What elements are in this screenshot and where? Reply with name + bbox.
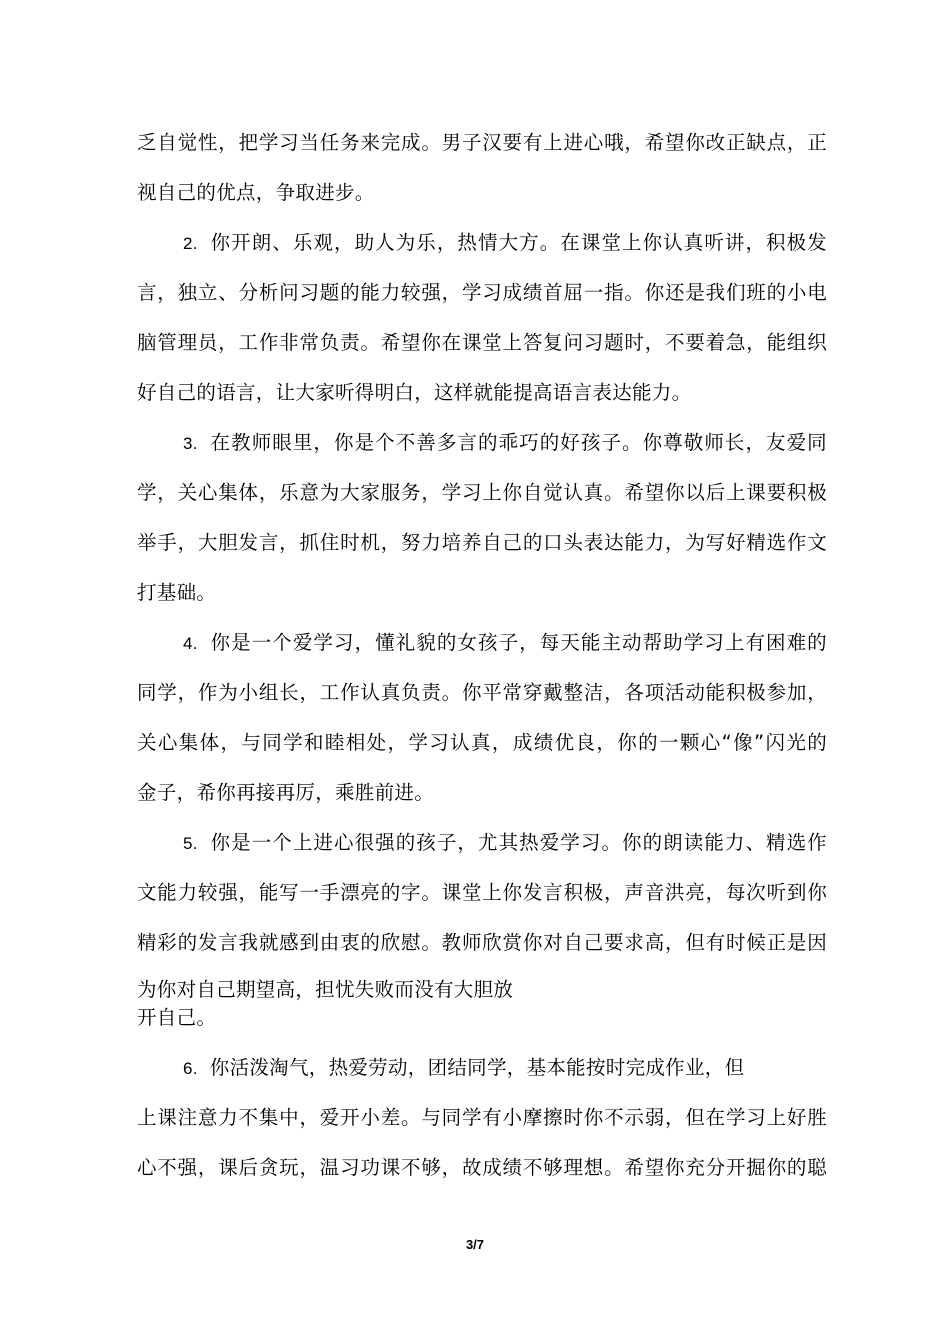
line-text: 精彩的发言我就感到由衷的欣慰。教师欣赏你对自己要求高，但有时候正是因	[137, 931, 827, 954]
text-line	[137, 330, 827, 356]
line-text: 同学，作为小组长，工作认真负责。你平常穿戴整洁，各项活动能积极参加，	[137, 681, 827, 704]
text-line	[137, 977, 827, 1003]
text-line	[183, 430, 827, 457]
line-text: 学，关心集体，乐意为大家服务，学习上你自觉认真。希望你以后上课要积极	[137, 481, 827, 504]
line-text: 你是一个上进心很强的孩子，尤其热爱学习。你的朗读能力、精选作	[209, 831, 827, 854]
text-line	[137, 380, 827, 406]
text-line	[183, 1055, 827, 1082]
text-line	[137, 930, 827, 956]
text-line	[137, 780, 827, 806]
line-text: 你活泼淘气，热爱劳动，团结同学，基本能按时完成作业，但	[209, 1056, 745, 1079]
line-text: 金子，希你再接再厉，乘胜前进。	[137, 781, 435, 804]
text-line	[137, 1105, 827, 1131]
text-line	[137, 130, 827, 156]
line-text: 视自己的优点，争取进步。	[137, 181, 375, 204]
text-line	[137, 580, 827, 606]
line-text: 言，独立、分析问习题的能力较强，学习成绩首屈一指。你还是我们班的小电	[137, 281, 827, 304]
line-text: 你是一个爱学习，懂礼貌的女孩子，每天能主动帮助学习上有困难的	[209, 631, 827, 654]
text-line	[137, 680, 827, 706]
text-line	[137, 180, 827, 206]
line-text: 你开朗、乐观，助人为乐，热情大方。在课堂上你认真听讲，积极发	[209, 231, 827, 254]
item-number: 3.	[183, 434, 198, 453]
line-text: 上课注意力不集中，爱开小差。与同学有小摩擦时你不示弱，但在学习上好胜	[137, 1106, 827, 1129]
text-line	[183, 830, 827, 857]
line-text: 关心集体，与同学和睦相处，学习认真，成绩优良，你的一颗心“像”闪光的	[137, 731, 827, 754]
text-line	[183, 630, 827, 657]
line-text: 在教师眼里，你是个不善多言的乖巧的好孩子。你尊敬师长，友爱同	[209, 431, 827, 454]
text-line	[137, 1005, 827, 1031]
line-text: 打基础。	[137, 581, 217, 604]
line-text: 心不强，课后贪玩，温习功课不够，故成绩不够理想。希望你充分开掘你的聪	[137, 1156, 827, 1179]
item-number: 2.	[183, 234, 198, 253]
text-line	[137, 730, 827, 756]
line-text: 乏自觉性，把学习当任务来完成。男子汉要有上进心哦，希望你改正缺点，正	[137, 131, 827, 154]
page-number: 3/7	[465, 1237, 485, 1252]
text-line	[183, 230, 827, 257]
line-text: 文能力较强，能写一手漂亮的字。课堂上你发言积极，声音洪亮，每次听到你	[137, 881, 827, 904]
item-number: 4.	[183, 634, 198, 653]
text-line	[137, 1155, 827, 1181]
text-line	[137, 530, 827, 556]
text-line	[137, 880, 827, 906]
line-text: 举手，大胆发言，抓住时机，努力培养自己的口头表达能力，为写好精选作文	[137, 531, 827, 554]
line-text: 为你对自己期望高，担忧失败而没有大胆放	[137, 978, 514, 1001]
line-text: 好自己的语言，让大家听得明白，这样就能提高语言表达能力。	[137, 381, 692, 404]
text-line	[137, 280, 827, 306]
item-number: 5.	[183, 834, 198, 853]
line-text: 开自己。	[137, 1006, 217, 1029]
item-number: 6.	[183, 1059, 198, 1078]
text-line	[137, 480, 827, 506]
line-text: 脑管理员，工作非常负责。希望你在课堂上答复问习题时，不要着急，能组织	[137, 331, 827, 354]
